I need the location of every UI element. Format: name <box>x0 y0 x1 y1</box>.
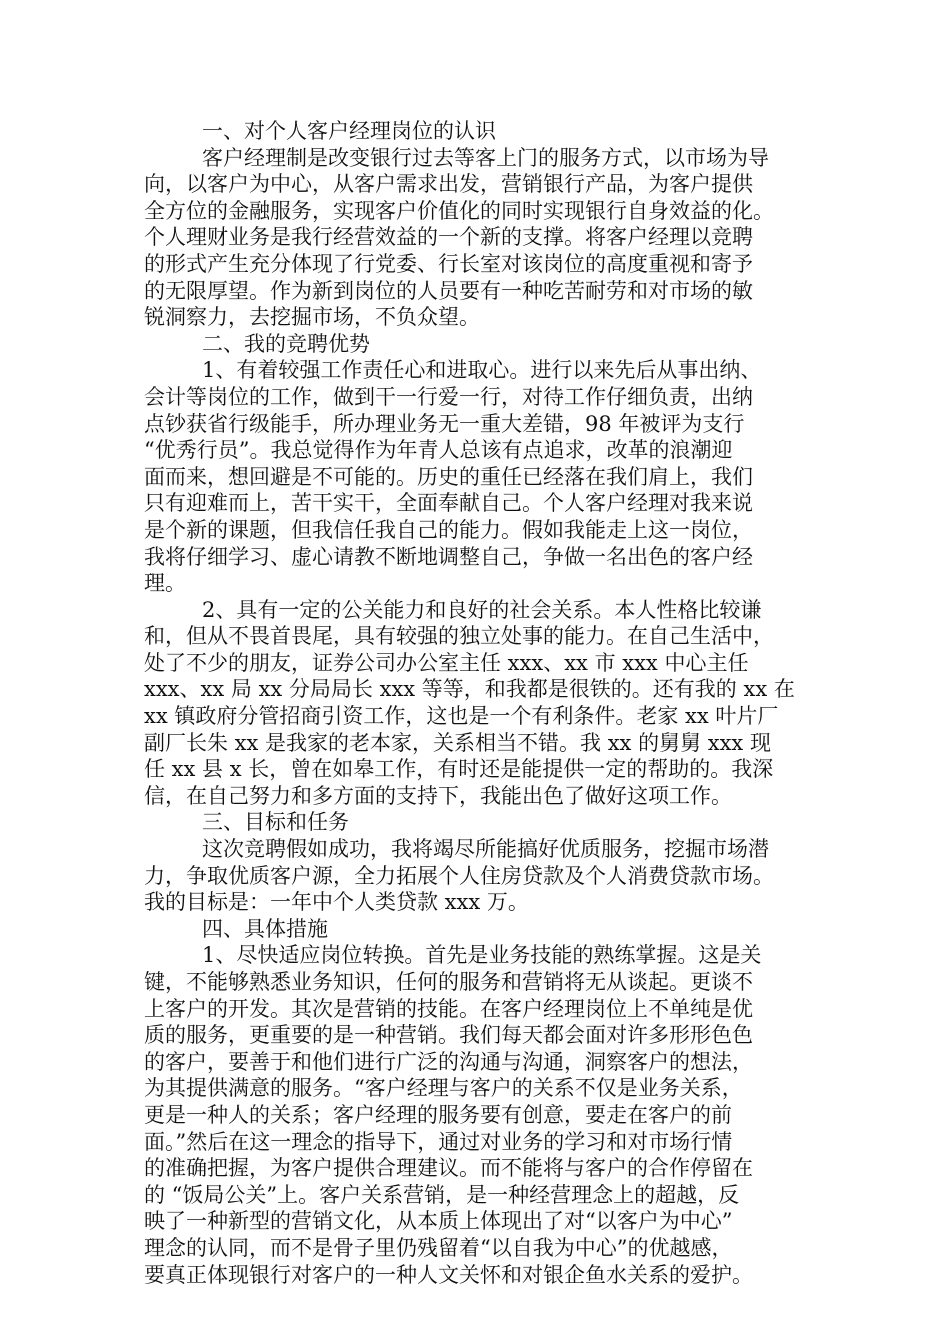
paragraph-line: 面而来，想回避是不可能的。历史的重任已经落在我们肩上，我们 <box>144 464 753 489</box>
paragraph-line: 是个新的课题，但我信任我自己的能力。假如我能走上这一岗位， <box>144 517 753 542</box>
paragraph-line: 处了不少的朋友，证券公司办公室主任 xxx、xx 市 xxx 中心主任 <box>144 650 749 675</box>
paragraph-line: 为其提供满意的服务。“客户经理与客户的关系不仅是业务关系， <box>144 1076 743 1101</box>
paragraph-line: 和，但从不畏首畏尾，具有较强的独立处事的能力。在自己生活中， <box>144 624 774 649</box>
paragraph-line: 的准确把握，为客户提供合理建议。而不能将与客户的合作停留在 <box>144 1156 753 1181</box>
paragraph-line: 的形式产生充分体现了行党委、行长室对该岗位的高度重视和寄予 <box>144 251 753 276</box>
paragraph-line: 我将仔细学习、虚心请教不断地调整自己，争做一名出色的客户经 <box>144 544 753 569</box>
paragraph-line: 更是一种人的关系；客户经理的服务要有创意，要走在客户的前 <box>144 1102 732 1127</box>
paragraph-line: 映了一种新型的营销文化，从本质上体现出了对“以客户为中心” <box>144 1209 733 1234</box>
section-heading: 二、我的竞聘优势 <box>202 331 370 356</box>
paragraph-line: 的无限厚望。作为新到岗位的人员要有一种吃苦耐劳和对市场的敏 <box>144 278 753 303</box>
document-page <box>144 118 826 1288</box>
paragraph-line: 点钞获省行级能手，所办理业务无一重大差错，98 年被评为支行 <box>144 411 745 436</box>
paragraph-line: 我的目标是：一年中个人类贷款 xxx 万。 <box>144 890 529 915</box>
paragraph-line: 向，以客户为中心，从客户需求出发，营销银行产品，为客户提供 <box>144 172 753 197</box>
paragraph-line: xx 镇政府分管招商引资工作，这也是一个有利条件。老家 xx 叶片厂 <box>144 704 779 729</box>
paragraph-line: 的 “饭局公关”上。客户关系营销，是一种经营理念上的超越，反 <box>144 1182 740 1207</box>
paragraph-line: 理。 <box>144 571 186 596</box>
section-heading: 三、目标和任务 <box>202 810 349 835</box>
paragraph-line: 要真正体现银行对客户的一种人文关怀和对银企鱼水关系的爱护。 <box>144 1262 753 1287</box>
paragraph-line: 理念的认同，而不是骨子里仍残留着“以自我为中心”的优越感， <box>144 1235 733 1260</box>
paragraph-line: 质的服务，更重要的是一种营销。我们每天都会面对许多形形色色 <box>144 1023 753 1048</box>
paragraph-line: 会计等岗位的工作，做到干一行爱一行，对待工作仔细负责，出纳 <box>144 384 753 409</box>
paragraph-line: 信，在自己努力和多方面的支持下，我能出色了做好这项工作。 <box>144 783 732 808</box>
paragraph-line: 只有迎难而上，苦干实干，全面奉献自己。个人客户经理对我来说 <box>144 491 753 516</box>
paragraph-line: 个人理财业务是我行经营效益的一个新的支撑。将客户经理以竞聘 <box>144 225 753 250</box>
paragraph-line: 客户经理制是改变银行过去等客上门的服务方式，以市场为导 <box>202 145 769 170</box>
section-heading: 一、对个人客户经理岗位的认识 <box>202 119 496 143</box>
section-heading: 四、具体措施 <box>202 916 328 941</box>
paragraph-line: 1、尽快适应岗位转换。首先是业务技能的熟练掌握。这是关 <box>202 943 762 968</box>
paragraph-line: 这次竞聘假如成功，我将竭尽所能搞好优质服务，挖掘市场潜 <box>202 837 769 862</box>
paragraph-line: 锐洞察力，去挖掘市场，不负众望。 <box>144 305 480 330</box>
paragraph-line: xxx、xx 局 xx 分局局长 xxx 等等，和我都是很铁的。还有我的 xx 在 <box>144 677 795 702</box>
paragraph-line: 力，争取优质客户源，全力拓展个人住房贷款及个人消费贷款市场。 <box>144 863 774 888</box>
paragraph-line: 面。”然后在这一理念的指导下，通过对业务的学习和对市场行情 <box>144 1129 733 1154</box>
paragraph-line: 上客户的开发。其次是营销的技能。在客户经理岗位上不单纯是优 <box>144 996 753 1021</box>
paragraph-line: 2、具有一定的公关能力和良好的社会关系。本人性格比较谦 <box>202 597 762 622</box>
paragraph-line: 全方位的金融服务，实现客户价值化的同时实现银行自身效益的化。 <box>144 198 774 223</box>
paragraph-line: 1、有着较强工作责任心和进取心。进行以来先后从事出纳、 <box>202 358 762 383</box>
paragraph-line: 的客户，要善于和他们进行广泛的沟通与沟通，洞察客户的想法， <box>144 1049 753 1074</box>
paragraph-line: 键，不能够熟悉业务知识，任何的服务和营销将无从谈起。更谈不 <box>144 970 753 994</box>
paragraph-line: 副厂长朱 xx 是我家的老本家，关系相当不错。我 xx 的舅舅 xxx 现 <box>144 730 771 755</box>
paragraph-line: 任 xx 县 x 长，曾在如皋工作，有时还是能提供一定的帮助的。我深 <box>144 757 774 782</box>
paragraph-line: “优秀行员”。我总觉得作为年青人总该有点追求，改革的浪潮迎 <box>144 438 733 463</box>
